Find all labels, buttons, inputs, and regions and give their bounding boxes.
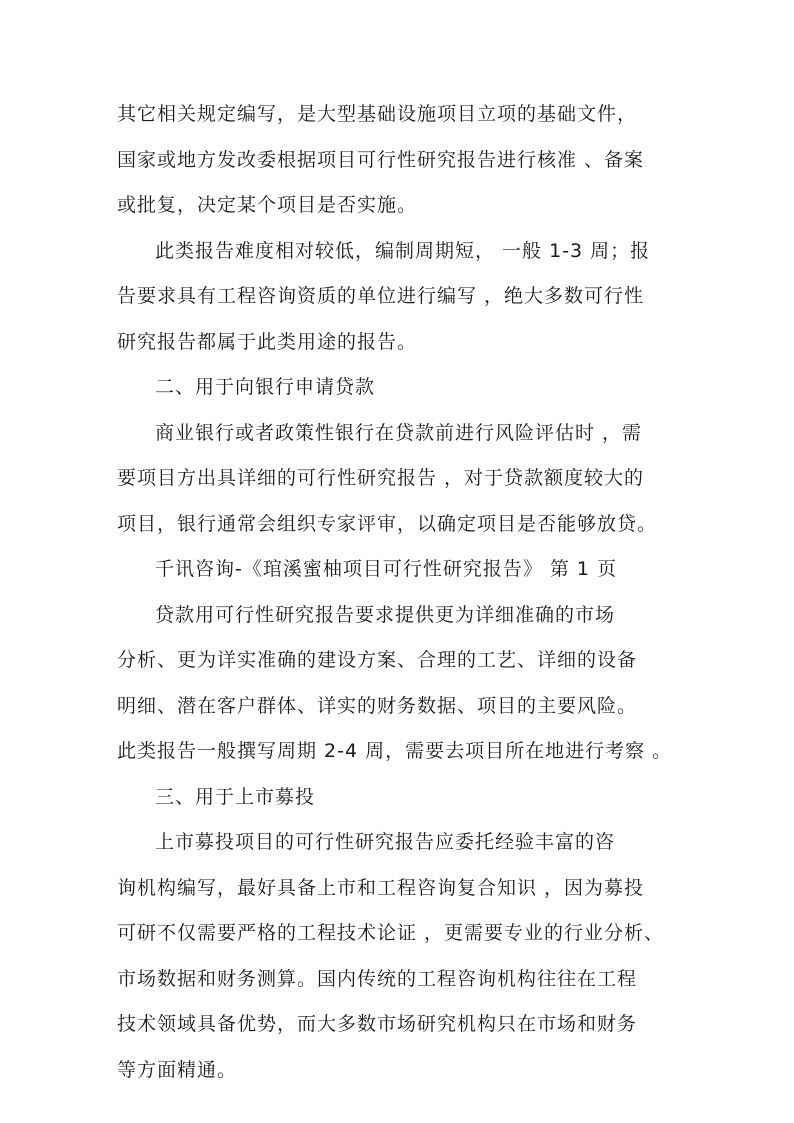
document-body (117, 92, 677, 1093)
text-line-5: 告要求具有工程咨询资质的单位进行编写 ，绝大多数可行性 (117, 285, 645, 307)
text-line-13: 分析、更为详实准确的建设方案、合理的工艺、详细的设备 (117, 649, 638, 671)
text-line-14: 明细、潜在客户群体、详实的财务数据、项目的主要风险。 (117, 694, 638, 717)
text-line-21: 技术领域具备优势，而大多数市场研究机构只在市场和财务 (117, 1013, 638, 1035)
section-heading-bank-loan: 二、用于向银行申请贷款 (155, 376, 376, 398)
text-line-19: 可研不仅需要严格的工程技术论证 ，更需要专业的行业分析、 (117, 922, 665, 944)
text-line-2: 国家或地方发改委根据项目可行性研究报告进行核准 、备案 (117, 148, 645, 171)
text-line-8: 商业银行或者政策性银行在贷款前进行风险评估时 ，需 (155, 421, 643, 444)
text-line-3: 或批复，决定某个项目是否实施。 (117, 194, 418, 216)
text-line-6: 研究报告都属于此类用途的报告。 (117, 330, 418, 353)
section-heading-ipo: 三、用于上市募投 (155, 785, 316, 808)
text-line-22: 等方面精通。 (117, 1058, 238, 1081)
text-line-9: 要项目方出具详细的可行性研究报告 ，对于贷款额度较大的 (117, 467, 645, 489)
text-line-20: 市场数据和财务测算。国内传统的工程咨询机构往往在工程 (117, 967, 638, 990)
text-line-15: 此类报告一般撰写周期 2-4 周，需要去项目所在地进行考察 。 (117, 740, 673, 762)
page-footer-line: 千讯咨询-《琯溪蜜柚项目可行性研究报告》 第 1 页 (155, 558, 618, 580)
text-line-1: 其它相关规定编写，是大型基础设施项目立项的基础文件， (117, 103, 638, 125)
text-line-12: 贷款用可行性研究报告要求提供更为详细准确的市场 (155, 603, 616, 626)
text-line-17: 上市募投项目的可行性研究报告应委托经验丰富的咨 (155, 831, 616, 853)
text-line-18: 询机构编写，最好具备上市和工程咨询复合知识 ，因为募投 (117, 876, 645, 899)
text-line-10: 项目，银行通常会组织专家评审，以确定项目是否能够放贷。 (117, 512, 658, 535)
text-line-4: 此类报告难度相对较低，编制周期短， 一般 1-3 周；报 (155, 239, 651, 262)
